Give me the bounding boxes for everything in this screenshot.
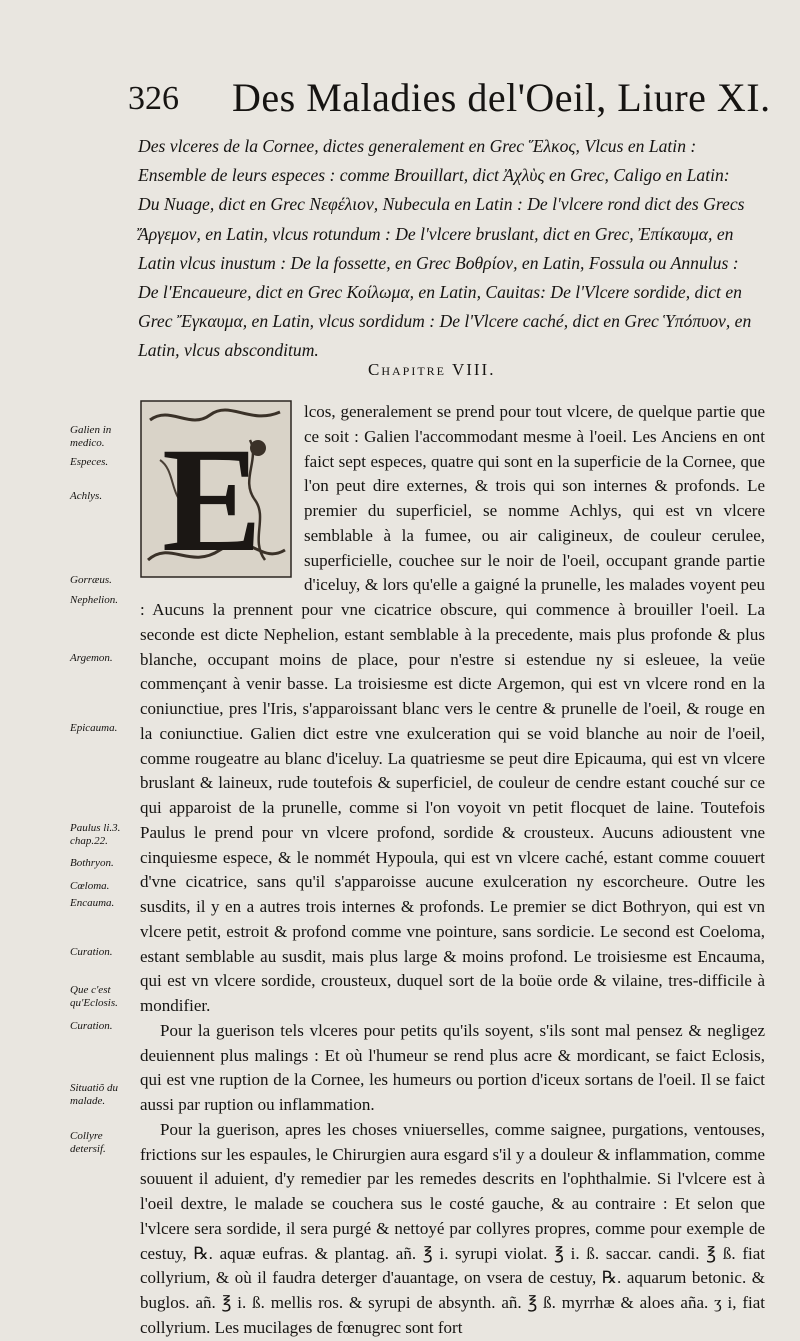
- page-header: [128, 72, 771, 124]
- dropcap-letter: E: [162, 417, 263, 578]
- paragraph-1: lcos, generalement se prend pour tout vlcere, de quelque partie que ce soit : Galien l'accommodant mesme à l'oeil. Les Anciens en ont faict sept especes, quatre qui sont en la superficie de la Cornee, que l'on peut dire externes, & trois qui son internes & profonds. Le premier du superficiel, se nomme Achlys, qui est vn vlcere semblable à la fumee, ou air caligineux, de couleur cerulee, superficielle, couchee sur le noir de l'oeil, occupant grande partie d'iceluy, & lors qu'elle a gaigné la prunelle, les malades voyent peu : Aucuns la prennent pour vne cicatrice obscure, qui commence à brouiller l'oeil. La seconde est dicte Nephelion, estant semblable à la precedente, mais plus profonde & plus blanche, occupant moins de place, pour n'estre si estendue ny si esleuee, la veüe commençant à venir basse. La troisiesme est dicte Argemon, qui est vn vlcere rond en la coniunctiue, pres l'Iris, s'apparoissant blanc vers le centre & prunelle de l'oeil, & rouge en la coniunctiue. Galien dict estre vne exulceration qui se void blanche au noir de l'oeil, comme rougeatre au blanc d'iceluy. La quatriesme se peut dire Epicauma, qui est vn vlcere bruslant & laineux, rude toutefois & superficiel, de couleur de cendre estant couché sur ce qui apparoist de la prunelle, comme si l'on voyoit vn petit flocquet de laine. Toutefois Paulus le prend pour vn vlcere profond, sordide & crousteux. Aucuns adioustent vne cinquiesme espece, & le nommét Hypoula, qui est vn vlcere caché, estant comme couuert d'vne cicatrice, sans qu'il s'apparoisse aucune exulceration ny escorcheure. Outre les susdits, il y en a autres trois internes & profonds. Le premier se dict Bothryon, qui est vn vlcere petit, estroit & profond comme vne pointure, sans sordicie. Le second est Coeloma, estant semblable au susdit, mais plus large & moins profond. Le troisiesme est Encauma, qui est vn vlcere sordide, crousteux, duquel sort de la boüe orde & vilaine, tres-difficile à mondifier.: [140, 402, 765, 1015]
- margin-note: Gorræus.: [70, 574, 112, 586]
- summary-text: Des vlceres de la Cornee, dictes generalement en Grec Ἕλκος, Vlcus en Latin : Ensemble de leurs especes : comme Brouillart, dict Ἀχλὺς en Grec, Caligo en Latin: Du Nuage, dict en Grec Νεφέλιον, Nubecula en Latin : De l'vlcere rond dict des Grecs Ἄργεμον, en Latin, vlcus rotundum : De l'vlcere bruslant, dict en Grec, Ἐπίκαυμα, en Latin vlcus inustum : De la fossette, en Grec Βοθρίον, en Latin, Fossula ou Annulus : De l'Encaueure, dict en Grec Κοίλωμα, en Latin, Cauitas: De l'Vlcere sordide, dict en Grec Ἔγκαυμα, en Latin, vlcus sordidum : De l'Vlcere caché, dict en Grec Ὑπόπυον, en Latin, vlcus absconditum.: [138, 136, 752, 361]
- margin-note: Cœloma.: [70, 880, 110, 892]
- margin-notes: [70, 0, 140, 1297]
- paragraph-2: Pour la guerison tels vlceres pour petits qu'ils soyent, s'ils sont mal pensez & negligez deuiennent plus malings : Et où l'humeur se rend plus acre & mordicant, se faict Eclosis, qui est vne ruption de la Cornee, les humeurs ou portion d'iceux sortans de l'oeil. Il se faict aussi par ruption ou inflammation.: [140, 1020, 765, 1114]
- chapter-summary: [138, 132, 753, 366]
- chapter-body: [140, 400, 765, 1341]
- margin-note: Collyre detersif.: [70, 1130, 106, 1155]
- margin-note: Encauma.: [70, 897, 115, 909]
- margin-note: Curation.: [70, 1020, 113, 1032]
- margin-note: Achlys.: [70, 490, 103, 502]
- margin-note: Paulus li.3. chap.22.: [70, 822, 121, 847]
- paragraph-3: Pour la guerison, apres les choses vniuerselles, comme saignee, purgations, ventouses, frictions sur les espaules, le Chirurgien aura esgard s'il y a douleur & inflammation, comme souuent il aduient, d'y remedier par les remedes descrits en l'ophthalmie. Si l'vlcere est à l'oeil dextre, le malade se couchera sus le costé gauche, & au contraire : Et selon que l'vlcere sera sordide, il sera purgé & nettoyé par collyres propres, comme pour exemple de cestuy, ℞. aquæ eufras. & plantag. añ. ℥ i. syrupi violat. ℥ i. ß. saccar. candi. ℥ ß. fiat collyrium, & où il faudra deterger d'auantage, on vsera de cestuy, ℞. aquarum betonic. & buglos. añ. ℥ i. ß. mellis ros. & syrupi de absynth. añ. ℥ ß. myrrhæ & aloes aña. ʒ i, fiat collyrium. Les mucilages de fœnugrec sont fort: [140, 1119, 765, 1337]
- margin-note: Curation.: [70, 946, 113, 958]
- margin-note: Especes.: [70, 456, 109, 468]
- margin-note: Que c'est qu'Eclosis.: [70, 984, 118, 1009]
- margin-note: Situatiõ du malade.: [70, 1082, 118, 1107]
- running-title: Des Maladies del'Oeil, Liure XI.: [232, 75, 771, 120]
- margin-note: Epicauma.: [70, 722, 118, 734]
- margin-note: Argemon.: [70, 652, 113, 664]
- margin-note: Nephelion.: [70, 594, 118, 606]
- margin-note: Galien in medico.: [70, 424, 112, 449]
- chapter-title: Chapitre VIII.: [368, 360, 496, 379]
- page-number: 326: [128, 80, 179, 117]
- margin-note: Bothryon.: [70, 857, 114, 869]
- decorated-initial: [140, 400, 298, 585]
- ornament-initial-icon: [140, 400, 292, 578]
